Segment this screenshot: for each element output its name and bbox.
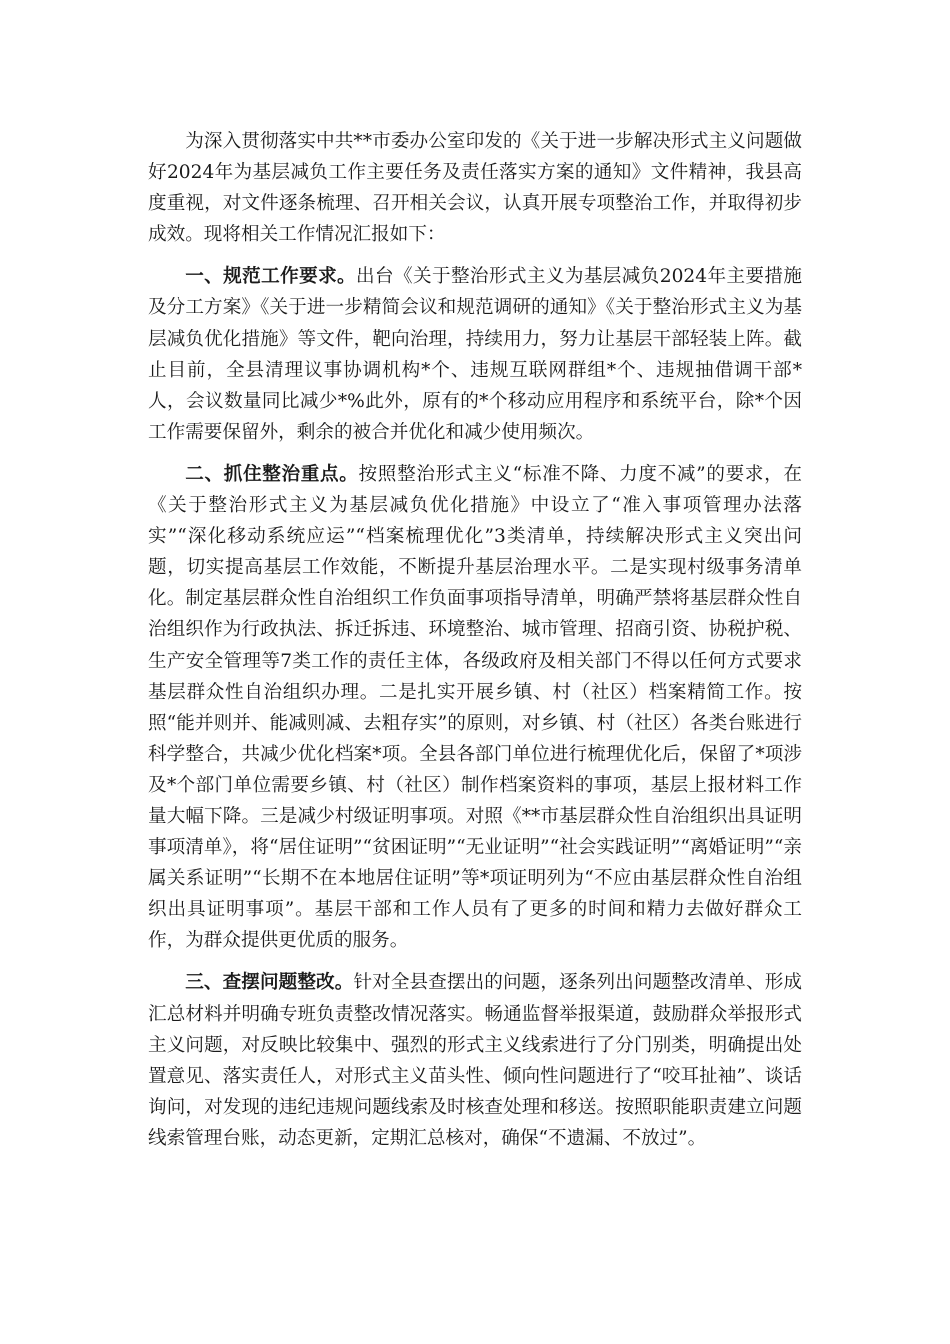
section-1-paragraph (148, 261, 802, 448)
section-1-heading: 一、规范工作要求。 (185, 266, 357, 288)
document-body (148, 126, 802, 1154)
section-2-heading: 二、抓住整治重点。 (185, 463, 359, 485)
section-2-body: 按照整治形式主义“标准不降、力度不减”的要求，在《关于整治形式主义为基层减负优化措施》中设立了“准入事项管理办法落实”“深化移动系统应运”“档案梳理优化”3类清单，持续解决形式主义突出问题，切实提高基层工作效能，不断提升基层治理水平。二是实现村级事务清单化。制定基层群众性自治组织工作负面事项指导清单，明确严禁将基层群众性自治组织作为行政执法、拆迁拆违、环境整治、城市管理、招商引资、协税护税、生产安全管理等7类工作的责任主体，各级政府及相关部门不得以任何方式要求基层群众性自治组织办理。二是扎实开展乡镇、村（社区）档案精简工作。按照“能并则并、能减则减、去粗存实”的原则，对乡镇、村（社区）各类台账进行科学整合，共减少优化档案*项。全县各部门单位进行梳理优化后，保留了*项涉及*个部门单位需要乡镇、村（社区）制作档案资料的事项，基层上报材料工作量大幅下降。三是减少村级证明事项。对照《**市基层群众性自治组织出具证明事项清单》，将“居住证明”“贫困证明”“无业证明”“社会实践证明”“离婚证明”“亲属关系证明”“长期不在本地居住证明”等*项证明列为“不应由基层群众性自治组织出具证明事项”。基层干部和工作人员有了更多的时间和精力去做好群众工作，为群众提供更优质的服务。 (148, 463, 802, 952)
section-3-body: 针对全县查摆出的问题，逐条列出问题整改清单、形成汇总材料并明确专班负责整改情况落实。畅通监督举报渠道，鼓励群众举报形式主义问题，对反映比较集中、强烈的形式主义线索进行了分门别类，明确提出处置意见、落实责任人，对形式主义苗头性、倾向性问题进行了“咬耳扯袖”、谈话询问，对发现的违纪违规问题线索及时核查处理和移送。按照职能职责建立问题线索管理台账，动态更新，定期汇总核对，确保“不遗漏、不放过”。 (148, 972, 802, 1149)
section-3-heading: 三、查摆问题整改。 (185, 972, 354, 994)
section-1-body: 出台《关于整治形式主义为基层减负2024年主要措施及分工方案》《关于进一步精简会议和规范调研的通知》《关于整治形式主义为基层减负优化措施》等文件，靶向治理，持续用力，努力让基层干部轻装上阵。截止目前，全县清理议事协调机构*个、违规互联网群组*个、违规抽借调干部*人，会议数量同比减少*%此外，原有的*个移动应用程序和系统平台，除*个因工作需要保留外，剩余的被合并优化和减少使用频次。 (148, 266, 802, 443)
intro-paragraph: 为深入贯彻落实中共**市委办公室印发的《关于进一步解决形式主义问题做好2024年为基层减负工作主要任务及责任落实方案的通知》文件精神，我县高度重视，对文件逐条梳理、召开相关会议，认真开展专项整治工作，并取得初步成效。现将相关工作情况汇报如下： (148, 131, 802, 246)
section-3-paragraph (148, 967, 802, 1154)
section-2-paragraph (148, 459, 802, 957)
